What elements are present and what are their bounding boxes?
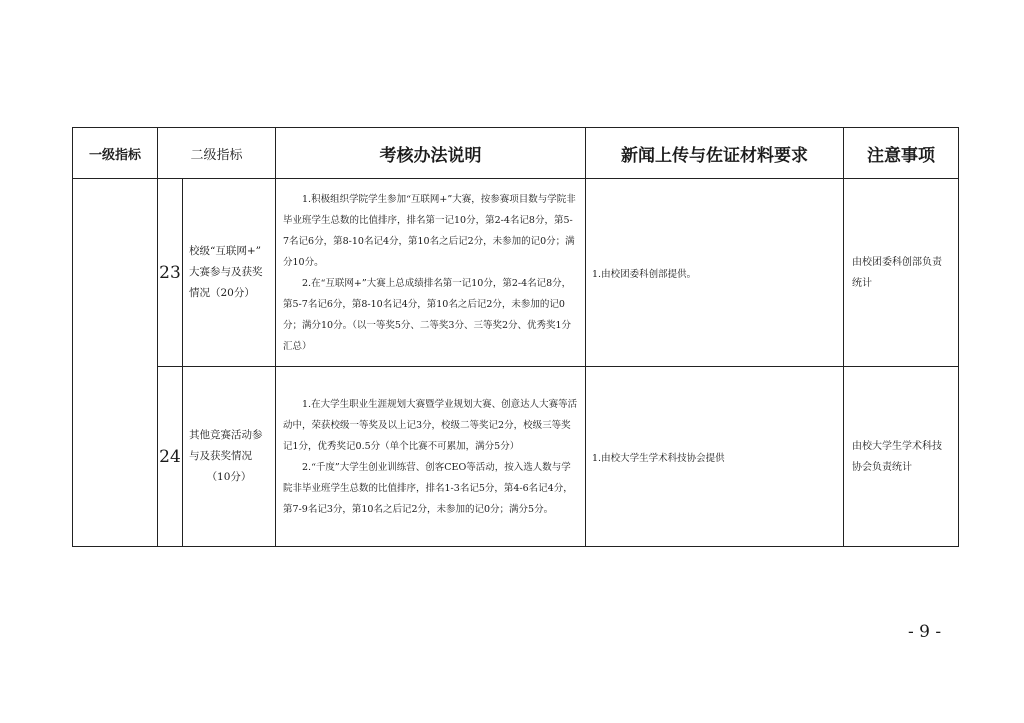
header-material-requirements: 新闻上传与佐证材料要求	[586, 128, 844, 179]
assessment-method-cell	[276, 179, 586, 367]
name-line: （10分）	[206, 471, 252, 483]
assessment-method-cell	[276, 367, 586, 547]
header-notes: 注意事项	[844, 128, 959, 179]
level1-indicator-cell	[73, 179, 158, 547]
method-item: 2.“千度”大学生创业训练营、创客CEO等活动，按入选人数与学院非毕业班学生总数的比值排序，排名1-3名记5分，第4-6名记4分，第7-9名记3分，第10名之后记2分，未参加的记0分；满分5分。	[283, 461, 573, 515]
name-line: 其他竞赛活动参	[189, 429, 263, 441]
note-cell: 由校大学生学术科技协会负责统计	[844, 367, 959, 547]
row-number: 23	[158, 179, 183, 367]
name-line: 大赛参与及获奖	[189, 266, 263, 278]
method-item: 1.积极组织学院学生参加“互联网+”大赛，按参赛项目数与学院非毕业班学生总数的比值排序，排名第一记10分，第2-4名记8分，第5-7名记6分，第8-10名记4分，第10名之后记2分，未参加的记0分；满分10分。	[283, 193, 576, 268]
name-line: 与及获奖情况	[189, 450, 252, 462]
header-level2-indicator: 二级指标	[158, 128, 276, 179]
name-line: 校级“互联网+”	[189, 245, 262, 257]
header-assessment-method: 考核办法说明	[276, 128, 586, 179]
note-cell: 由校团委科创部负责统计	[844, 179, 959, 367]
method-item: 1.在大学生职业生涯规划大赛暨学业规划大赛、创意达人大赛等活动中，荣获校级一等奖及以上记3分，校级二等奖记2分，校级三等奖记1分，优秀奖记0.5分（单个比赛不可累加，满分5分）	[283, 398, 578, 452]
table-row	[73, 367, 959, 547]
material-requirement-cell: 1.由校大学生学术科技协会提供	[586, 367, 844, 547]
row-number: 24	[158, 367, 183, 547]
table-header-row	[73, 128, 959, 179]
method-item: 2.在“互联网+”大赛上总成绩排名第一记10分，第2-4名记8分，第5-7名记6分，第8-10名记4分，第10名之后记2分，未参加的记0分；满分10分。（以一等奖5分、二等奖3分、三等奖2分、优秀奖1分汇总）	[283, 277, 572, 352]
header-level1-indicator: 一级指标	[73, 128, 158, 179]
level2-indicator-name	[183, 367, 276, 547]
material-requirement-cell: 1.由校团委科创部提供。	[586, 179, 844, 367]
assessment-table	[72, 127, 959, 547]
name-line: 情况（20分）	[189, 287, 255, 299]
page-number: - 9 -	[908, 622, 942, 642]
table-row	[73, 179, 959, 367]
level2-indicator-name	[183, 179, 276, 367]
